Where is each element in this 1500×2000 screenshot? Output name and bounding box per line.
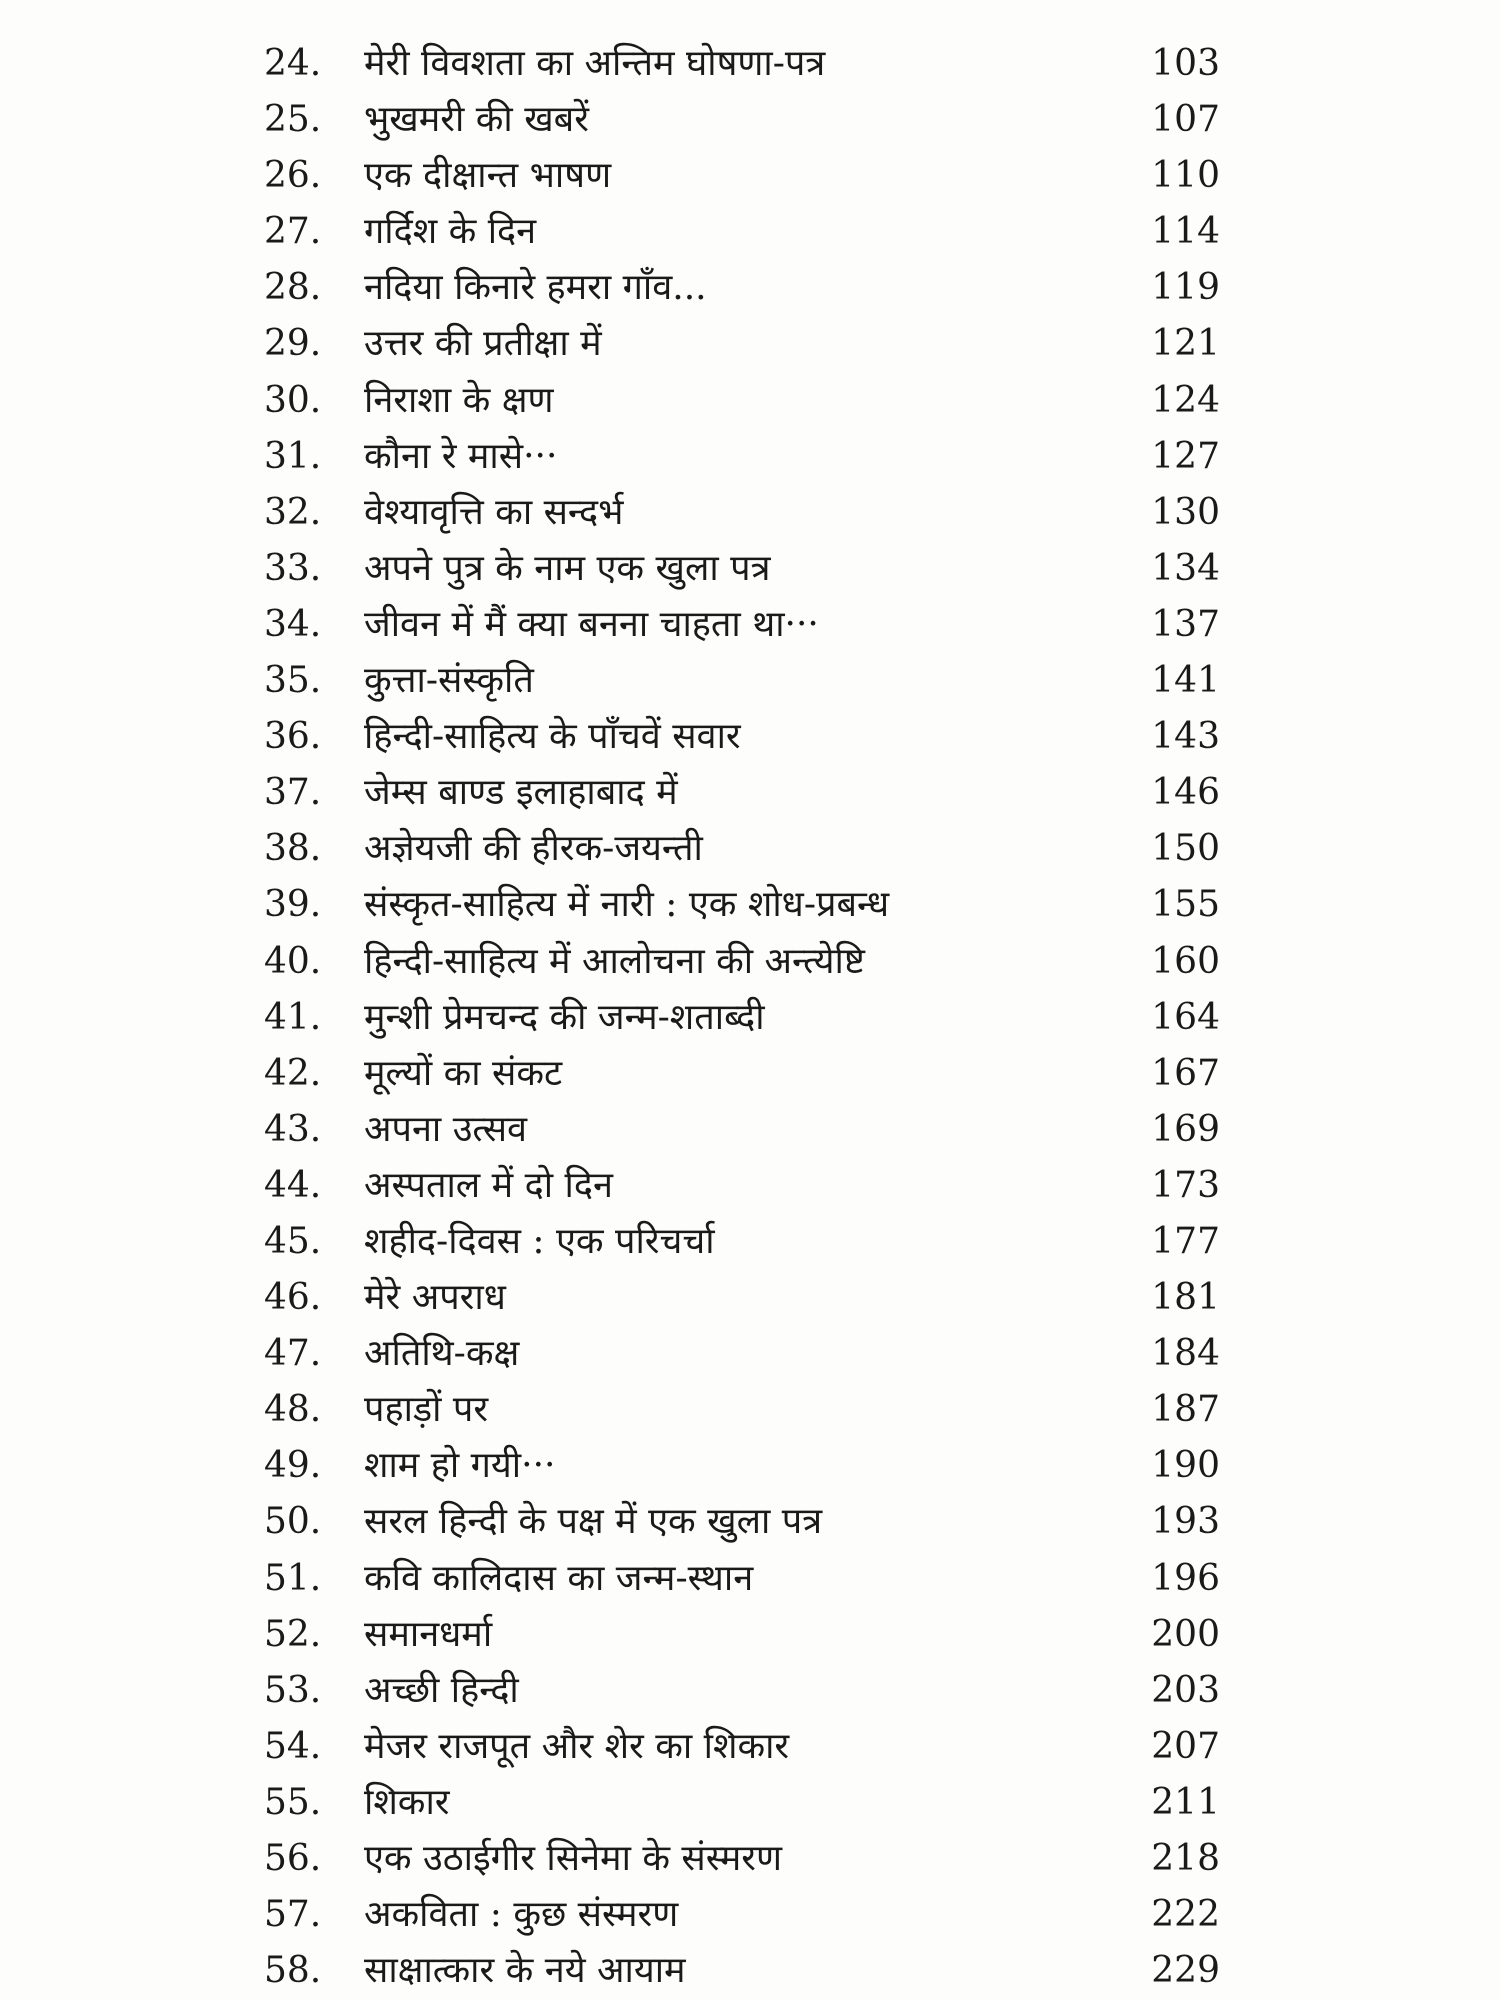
toc-entry-number: 42.: [264, 1052, 322, 1094]
toc-entry-number: 29.: [264, 323, 322, 365]
toc-entry-page-number: 169: [1151, 1108, 1220, 1150]
toc-entry-number: 58.: [264, 1950, 322, 1992]
toc-entry-page-number: 184: [1151, 1333, 1220, 1375]
toc-entry-number: 54.: [264, 1725, 322, 1767]
toc-entry: [240, 1831, 1240, 1887]
toc-entry-page-number: 124: [1151, 379, 1220, 421]
toc-entry-title: गर्दिश के दिन: [364, 211, 537, 253]
toc-entry-number: 44.: [264, 1164, 322, 1206]
toc-entry-title: हिन्दी-साहित्य के पाँचवें सवार: [364, 716, 741, 758]
toc-entry-title: मुन्शी प्रेमचन्द की जन्म-शताब्दी: [364, 996, 765, 1038]
toc-entry-number: 43.: [264, 1108, 322, 1150]
toc-entry: [240, 541, 1240, 597]
toc-entry-number: 53.: [264, 1669, 322, 1711]
toc-entry-number: 30.: [264, 379, 322, 421]
toc-entry-number: 50.: [264, 1501, 322, 1543]
toc-entry-title: सरल हिन्दी के पक्ष में एक खुला पत्र: [364, 1501, 823, 1543]
toc-entry-number: 40.: [264, 940, 322, 982]
toc-entry: [240, 429, 1240, 485]
toc-entry-title: अकविता : कुछ संस्मरण: [364, 1894, 679, 1936]
toc-entry-number: 48.: [264, 1389, 322, 1431]
toc-entry-page-number: 207: [1151, 1725, 1220, 1767]
toc-entry-number: 39.: [264, 884, 322, 926]
toc-entry: [240, 1270, 1240, 1326]
toc-entry: [240, 485, 1240, 541]
toc-entry-page-number: 137: [1151, 603, 1220, 645]
toc-entry: [240, 1158, 1240, 1214]
toc-entry-title: पहाड़ों पर: [364, 1389, 489, 1431]
table-of-contents: [240, 36, 1240, 1999]
toc-entry: [240, 1494, 1240, 1550]
toc-entry-title: शहीद-दिवस : एक परिचर्चा: [364, 1220, 715, 1262]
toc-entry-title: साक्षात्कार के नये आयाम: [364, 1950, 686, 1992]
toc-entry: [240, 1438, 1240, 1494]
toc-entry-title: समानधर्मा: [364, 1613, 493, 1655]
toc-entry-page-number: 196: [1151, 1557, 1220, 1599]
toc-entry: [240, 1214, 1240, 1270]
toc-entry-page-number: 143: [1151, 716, 1220, 758]
toc-entry-title: नदिया किनारे हमरा गाँव...: [364, 267, 707, 309]
toc-entry: [240, 148, 1240, 204]
toc-entry-number: 51.: [264, 1557, 322, 1599]
toc-entry-page-number: 187: [1151, 1389, 1220, 1431]
toc-entry: [240, 990, 1240, 1046]
toc-entry-number: 31.: [264, 435, 322, 477]
toc-entry-number: 26.: [264, 155, 322, 197]
toc-entry-title: निराशा के क्षण: [364, 379, 554, 421]
toc-entry-page-number: 107: [1151, 99, 1220, 141]
toc-entry-page-number: 164: [1151, 996, 1220, 1038]
toc-entry-title: भुखमरी की खबरें: [364, 99, 589, 141]
toc-entry-page-number: 193: [1151, 1501, 1220, 1543]
toc-entry-number: 28.: [264, 267, 322, 309]
toc-entry-title: शिकार: [364, 1781, 450, 1823]
toc-entry-page-number: 150: [1151, 828, 1220, 870]
toc-entry: [240, 260, 1240, 316]
toc-entry: [240, 1551, 1240, 1607]
toc-entry: [240, 1046, 1240, 1102]
toc-entry: [240, 877, 1240, 933]
toc-entry: [240, 316, 1240, 372]
toc-entry-page-number: 160: [1151, 940, 1220, 982]
toc-entry-page-number: 173: [1151, 1164, 1220, 1206]
toc-entry-page-number: 103: [1151, 43, 1220, 84]
toc-entry-title: कुत्ता-संस्कृति: [364, 660, 534, 702]
toc-entry-number: 56.: [264, 1838, 322, 1879]
toc-entry-page-number: 130: [1151, 491, 1220, 533]
toc-entry-number: 34.: [264, 603, 322, 645]
toc-entry-number: 33.: [264, 547, 322, 589]
toc-entry-page-number: 203: [1151, 1669, 1220, 1711]
toc-entry-page-number: 218: [1151, 1838, 1220, 1879]
toc-entry-number: 55.: [264, 1781, 322, 1823]
toc-entry-number: 57.: [264, 1894, 322, 1936]
toc-entry-number: 41.: [264, 996, 322, 1038]
toc-entry-page-number: 134: [1151, 547, 1220, 589]
toc-entry-title: अस्पताल में दो दिन: [364, 1164, 613, 1206]
toc-entry-number: 45.: [264, 1220, 322, 1262]
toc-entry-page-number: 222: [1151, 1894, 1220, 1936]
toc-entry: [240, 1943, 1240, 1999]
toc-entry-title: शाम हो गयी···: [364, 1445, 556, 1487]
toc-entry-page-number: 181: [1151, 1277, 1220, 1319]
toc-entry-title: अतिथि-कक्ष: [364, 1333, 520, 1375]
toc-entry: [240, 1663, 1240, 1719]
toc-entry-number: 49.: [264, 1445, 322, 1487]
toc-entry-number: 32.: [264, 491, 322, 533]
toc-entry-title: मेरे अपराध: [364, 1277, 506, 1319]
toc-entry-page-number: 211: [1151, 1781, 1220, 1823]
toc-entry-number: 37.: [264, 772, 322, 814]
toc-entry-page-number: 200: [1151, 1613, 1220, 1655]
toc-entry-number: 52.: [264, 1613, 322, 1655]
toc-entry: [240, 1607, 1240, 1663]
toc-entry: [240, 1102, 1240, 1158]
toc-entry-page-number: 121: [1151, 323, 1220, 365]
toc-entry: [240, 36, 1240, 92]
toc-entry: [240, 597, 1240, 653]
toc-entry: [240, 373, 1240, 429]
toc-entry-page-number: 119: [1151, 267, 1220, 309]
toc-entry: [240, 92, 1240, 148]
toc-entry-title: संस्कृत-साहित्य में नारी : एक शोध-प्रबन्ध: [364, 884, 890, 926]
toc-entry-number: 36.: [264, 716, 322, 758]
toc-entry-title: अपना उत्सव: [364, 1108, 528, 1150]
toc-entry-title: मेरी विवशता का अन्तिम घोषणा-पत्र: [364, 43, 826, 84]
toc-entry-page-number: 167: [1151, 1052, 1220, 1094]
toc-entry: [240, 765, 1240, 821]
toc-entry: [240, 653, 1240, 709]
toc-entry: [240, 1326, 1240, 1382]
toc-entry-page-number: 146: [1151, 772, 1220, 814]
toc-entry-page-number: 177: [1151, 1220, 1220, 1262]
toc-entry-page-number: 155: [1151, 884, 1220, 926]
toc-entry-title: जेम्स बाण्ड इलाहाबाद में: [364, 772, 678, 814]
toc-entry-number: 38.: [264, 828, 322, 870]
toc-entry-page-number: 141: [1151, 660, 1220, 702]
toc-entry-number: 35.: [264, 660, 322, 702]
toc-entry-title: मेजर राजपूत और शेर का शिकार: [364, 1725, 790, 1767]
toc-entry-page-number: 114: [1151, 211, 1220, 253]
toc-entry-title: एक दीक्षान्त भाषण: [364, 155, 612, 197]
toc-entry-number: 47.: [264, 1333, 322, 1375]
toc-entry-page-number: 110: [1151, 155, 1220, 197]
toc-entry: [240, 1382, 1240, 1438]
toc-entry: [240, 934, 1240, 990]
toc-entry: [240, 204, 1240, 260]
toc-entry-title: जीवन में मैं क्या बनना चाहता था···: [364, 603, 819, 645]
toc-entry-title: उत्तर की प्रतीक्षा में: [364, 323, 602, 365]
toc-entry-title: हिन्दी-साहित्य में आलोचना की अन्त्येष्टि: [364, 940, 865, 982]
toc-entry-page-number: 127: [1151, 435, 1220, 477]
toc-entry-number: 25.: [264, 99, 322, 141]
toc-entry-number: 46.: [264, 1277, 322, 1319]
toc-entry: [240, 1775, 1240, 1831]
toc-entry: [240, 709, 1240, 765]
toc-entry-title: अच्छी हिन्दी: [364, 1669, 519, 1711]
toc-entry: [240, 1719, 1240, 1775]
toc-entry-number: 27.: [264, 211, 322, 253]
toc-entry: [240, 1887, 1240, 1943]
toc-entry: [240, 821, 1240, 877]
toc-entry-title: कौना रे मासे···: [364, 435, 558, 477]
toc-entry-title: अज्ञेयजी की हीरक-जयन्ती: [364, 828, 703, 870]
toc-entry-title: वेश्यावृत्ति का सन्दर्भ: [364, 491, 624, 533]
toc-entry-title: अपने पुत्र के नाम एक खुला पत्र: [364, 547, 771, 589]
toc-entry-page-number: 190: [1151, 1445, 1220, 1487]
toc-entry-title: एक उठाईगीर सिनेमा के संस्मरण: [364, 1838, 783, 1879]
toc-entry-title: कवि कालिदास का जन्म-स्थान: [364, 1557, 754, 1599]
toc-entry-number: 24.: [264, 43, 322, 84]
toc-entry-page-number: 229: [1151, 1950, 1220, 1992]
toc-entry-title: मूल्यों का संकट: [364, 1052, 563, 1094]
